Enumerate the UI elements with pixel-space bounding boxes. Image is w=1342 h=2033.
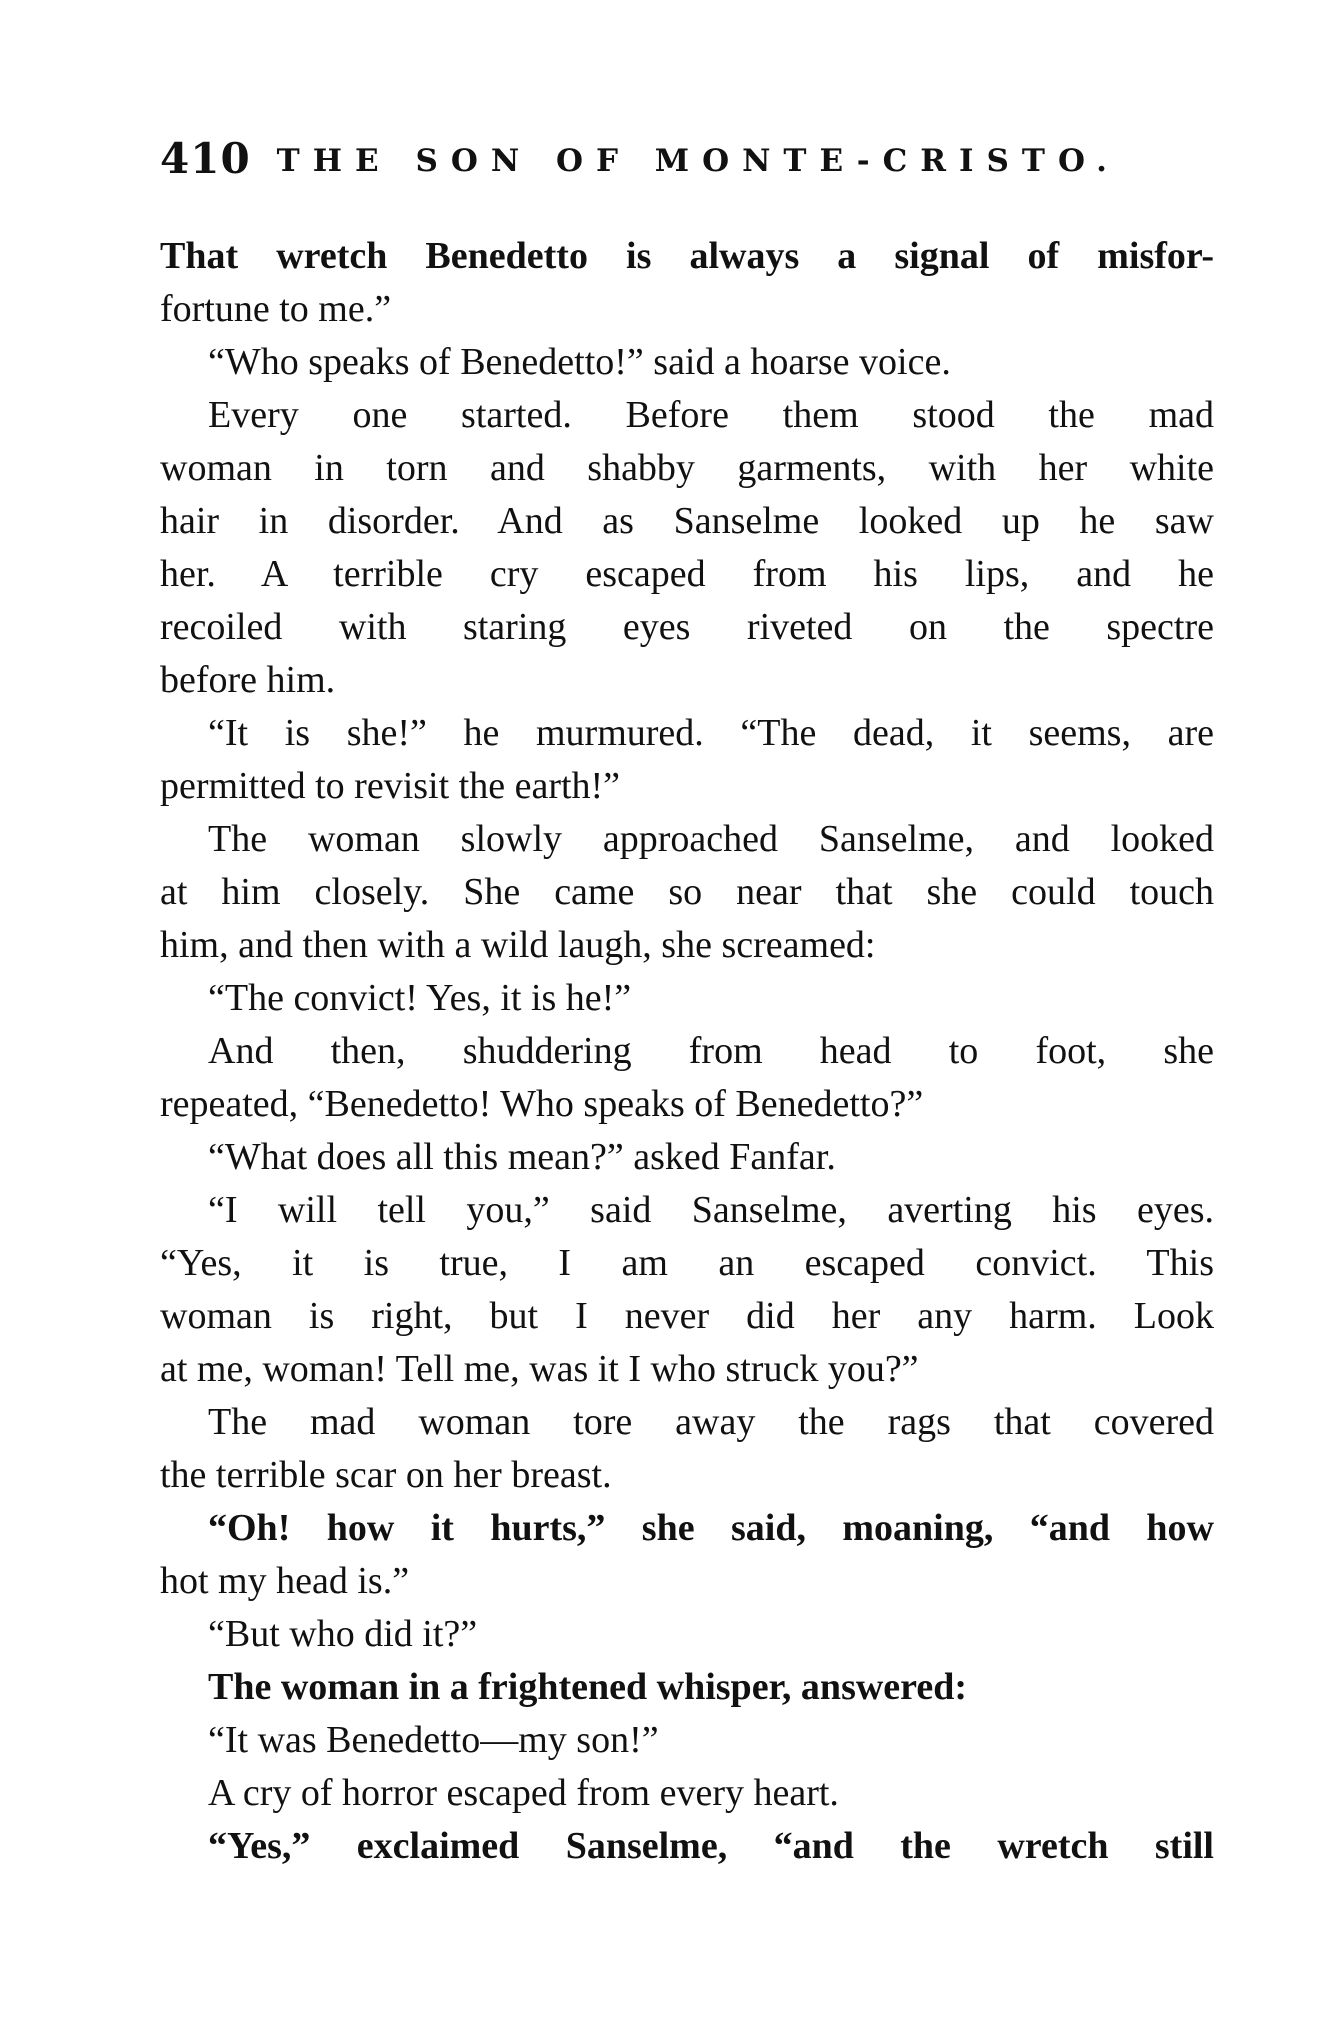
text-line: And then, shuddering from head to foot, she (208, 1030, 1214, 1072)
text-line: “Who speaks of Benedetto!” said a hoarse voice. (208, 341, 951, 383)
text-line: “It was Benedetto—my son!” (208, 1719, 659, 1761)
text-line: him, and then with a wild laugh, she screamed: (160, 924, 876, 966)
text-line: “Yes,” exclaimed Sanselme, “and the wretch still (208, 1825, 1214, 1867)
text-line: Every one started. Before them stood the mad (208, 394, 1214, 436)
text-line: “What does all this mean?” asked Fanfar. (208, 1136, 836, 1178)
body-text (160, 230, 1214, 1873)
page-number: 410 (160, 134, 251, 183)
text-line: “But who did it?” (208, 1613, 478, 1655)
text-line: The mad woman tore away the rags that covered (208, 1401, 1214, 1443)
page-header (160, 134, 1220, 194)
text-line: her. A terrible cry escaped from his lips, and he (160, 553, 1214, 595)
text-line: The woman in a frightened whisper, answered: (208, 1666, 967, 1708)
text-line: at him closely. She came so near that she could touch (160, 871, 1214, 913)
text-line: That wretch Benedetto is always a signal of misfor- (160, 235, 1214, 277)
text-line: “I will tell you,” said Sanselme, averting his eyes. (208, 1189, 1214, 1231)
running-title: THE SON OF MONTE-CRISTO. (276, 143, 1120, 179)
text-line: hair in disorder. And as Sanselme looked up he saw (160, 500, 1214, 542)
text-line: the terrible scar on her breast. (160, 1454, 612, 1496)
text-line: at me, woman! Tell me, was it I who struck you?” (160, 1348, 919, 1390)
text-line: woman is right, but I never did her any harm. Look (160, 1295, 1214, 1337)
text-line: “Oh! how it hurts,” she said, moaning, “and how (208, 1507, 1214, 1549)
text-line: before him. (160, 659, 336, 701)
text-line: repeated, “Benedetto! Who speaks of Benedetto?” (160, 1083, 924, 1125)
text-line: “Yes, it is true, I am an escaped convict. This (160, 1242, 1214, 1284)
text-line: fortune to me.” (160, 288, 392, 330)
text-line: woman in torn and shabby garments, with her white (160, 447, 1214, 489)
text-line: “The convict! Yes, it is he!” (208, 977, 632, 1019)
text-line: A cry of horror escaped from every heart. (208, 1772, 839, 1814)
text-line: The woman slowly approached Sanselme, and looked (208, 818, 1214, 860)
text-line: recoiled with staring eyes riveted on the spectre (160, 606, 1214, 648)
text-line: “It is she!” he murmured. “The dead, it seems, are (208, 712, 1214, 754)
text-line: hot my head is.” (160, 1560, 410, 1602)
text-line: permitted to revisit the earth!” (160, 765, 621, 807)
